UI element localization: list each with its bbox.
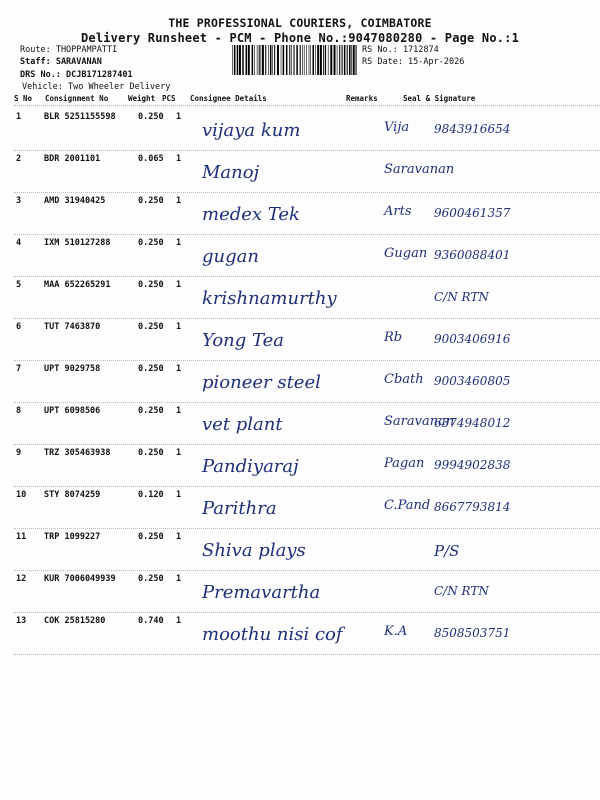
weight-value: 0.250 — [138, 196, 164, 206]
phone-handwriting: 9003460805 — [434, 374, 511, 388]
staff-label: Staff: SARAVANAN — [20, 57, 102, 67]
barcode-bar — [262, 45, 264, 75]
barcode-bar — [347, 45, 348, 75]
barcode-bar — [234, 45, 236, 75]
barcode-bar — [300, 45, 301, 75]
vehicle-label: Vehicle: Two Wheeler Delivery — [22, 82, 171, 92]
consignee-handwriting: gugan — [202, 246, 259, 267]
barcode-bar — [277, 45, 279, 75]
barcode-bar — [315, 45, 316, 75]
barcode-bar — [283, 45, 285, 75]
serial-number: 10 — [16, 490, 27, 500]
rs-number: RS No.: 1712874 — [362, 45, 439, 55]
table-row — [14, 570, 600, 613]
consignee-handwriting: Shiva plays — [202, 540, 306, 561]
pieces-count: 1 — [176, 616, 182, 626]
pieces-count: 1 — [176, 490, 182, 500]
phone-handwriting: 8667793814 — [434, 500, 511, 514]
barcode-bar — [328, 45, 329, 75]
barcode-bar — [281, 45, 282, 75]
barcode-bar — [289, 45, 290, 75]
barcode-bar — [296, 45, 298, 75]
barcode-bar — [337, 45, 338, 75]
barcode-bar — [242, 45, 244, 75]
pieces-count: 1 — [176, 280, 182, 290]
consignment-number: UPT 9029758 — [44, 364, 101, 374]
col-seal: Seal & Signature — [403, 94, 476, 103]
barcode-bar — [274, 45, 275, 75]
barcode-bar — [306, 45, 307, 75]
table-row — [14, 150, 600, 193]
barcode-bar — [309, 45, 310, 75]
consignment-number: UPT 6098506 — [44, 406, 101, 416]
barcode-bar — [351, 45, 352, 75]
weight-value: 0.065 — [138, 154, 164, 164]
consignee-handwriting: medex Tek — [202, 204, 300, 225]
barcode-bar — [353, 45, 355, 75]
consignment-number: AMD 31940425 — [44, 196, 106, 206]
barcode-bar — [268, 45, 269, 75]
weight-value: 0.250 — [138, 574, 164, 584]
barcode-bar — [302, 45, 303, 75]
consignee-handwriting: vijaya kum — [202, 120, 301, 141]
phone-handwriting: C/N RTN — [434, 290, 489, 304]
barcode-bar — [232, 45, 233, 75]
serial-number: 9 — [16, 448, 22, 458]
barcode-bar — [246, 45, 248, 75]
serial-number: 11 — [16, 532, 27, 542]
signature: Saravanan — [384, 162, 455, 177]
company-title: THE PROFESSIONAL COURIERS, COIMBATORE — [168, 16, 432, 30]
barcode-bar — [313, 45, 315, 75]
consignee-handwriting: Parithra — [202, 498, 277, 519]
pieces-count: 1 — [176, 112, 182, 122]
signature: Saravanan — [384, 414, 455, 429]
barcode-bar — [334, 45, 336, 75]
serial-number: 3 — [16, 196, 22, 206]
barcode-bar — [325, 45, 326, 75]
table-row — [14, 444, 600, 487]
signature: Pagan — [384, 456, 425, 471]
signature: K.A — [384, 624, 408, 639]
pieces-count: 1 — [176, 406, 182, 416]
barcode-bar — [320, 45, 322, 75]
barcode-bar — [342, 45, 343, 75]
consignee-handwriting: krishnamurthy — [202, 288, 337, 309]
weight-value: 0.250 — [138, 280, 164, 290]
col-sno: S No — [14, 94, 33, 103]
consignment-number: KUR 7006049939 — [44, 574, 116, 584]
col-weight: Weight — [128, 94, 156, 103]
col-pcs: PCS — [162, 94, 176, 103]
consignment-number: MAA 652265291 — [44, 280, 111, 290]
barcode-bar — [356, 45, 357, 75]
serial-number: 7 — [16, 364, 22, 374]
serial-number: 13 — [16, 616, 27, 626]
table-row — [14, 192, 600, 235]
col-remarks: Remarks — [346, 94, 378, 103]
phone-handwriting: 9003406916 — [434, 332, 511, 346]
barcode-bar — [270, 45, 272, 75]
barcode-bar — [239, 45, 241, 75]
pieces-count: 1 — [176, 364, 182, 374]
barcode-bar — [272, 45, 273, 75]
pieces-count: 1 — [176, 238, 182, 248]
signature: Vija — [384, 120, 410, 135]
table-row — [14, 318, 600, 361]
consignment-number: STY 8074259 — [44, 490, 101, 500]
serial-number: 8 — [16, 406, 22, 416]
signature: Arts — [384, 204, 412, 219]
weight-value: 0.740 — [138, 616, 164, 626]
pieces-count: 1 — [176, 532, 182, 542]
serial-number: 2 — [16, 154, 22, 164]
table-row — [14, 402, 600, 445]
consignee-handwriting: Yong Tea — [202, 330, 284, 351]
consignment-number: TUT 7463870 — [44, 322, 101, 332]
weight-value: 0.250 — [138, 406, 164, 416]
consignment-number: BLR 5251155598 — [44, 112, 116, 122]
barcode-bar — [344, 45, 346, 75]
serial-number: 12 — [16, 574, 27, 584]
col-consignee: Consignee Details — [190, 94, 267, 103]
pieces-count: 1 — [176, 448, 182, 458]
weight-value: 0.120 — [138, 490, 164, 500]
weight-value: 0.250 — [138, 364, 164, 374]
weight-value: 0.250 — [138, 448, 164, 458]
barcode-bar — [323, 45, 324, 75]
barcode-bar — [349, 45, 351, 75]
barcode-bar — [291, 45, 292, 75]
barcode-bar — [237, 45, 239, 75]
pieces-count: 1 — [176, 322, 182, 332]
consignment-number: BDR 2001101 — [44, 154, 101, 164]
signature: Cbath — [384, 372, 424, 387]
barcode-bar — [259, 45, 260, 75]
signature: Rb — [384, 330, 403, 345]
col-consignment: Consignment No — [45, 94, 109, 103]
consignment-number: IXM 510127288 — [44, 238, 111, 248]
drs-label: DRS No.: DCJB171287401 — [20, 70, 133, 80]
phone-handwriting: 6374948012 — [434, 416, 511, 430]
barcode-bar — [265, 45, 266, 75]
consignment-number: TRP 1099227 — [44, 532, 101, 542]
table-row — [14, 528, 600, 571]
phone-handwriting: 9994902838 — [434, 458, 511, 472]
consignee-handwriting: Pandiyaraj — [202, 456, 299, 477]
route-label: Route: THOPPAMPATTI — [20, 45, 118, 55]
barcode-bar — [304, 45, 305, 75]
serial-number: 1 — [16, 112, 22, 122]
rs-date: RS Date: 15-Apr-2026 — [362, 57, 465, 67]
phone-handwriting: C/N RTN — [434, 584, 489, 598]
table-row — [14, 612, 600, 655]
consignment-number: TRZ 305463938 — [44, 448, 111, 458]
barcode-bar — [257, 45, 258, 75]
barcode-bar — [254, 45, 255, 75]
consignee-handwriting: moothu nisi cof — [202, 624, 343, 645]
runsheet-subtitle: Delivery Runsheet - PCM - Phone No.:9047080280 - Page No.:1 — [80, 31, 520, 45]
consignee-handwriting: Manoj — [202, 162, 260, 183]
phone-handwriting: 9600461357 — [434, 206, 511, 220]
barcode-bar — [286, 45, 288, 75]
header-divider — [14, 105, 600, 106]
phone-handwriting: 8508503751 — [434, 626, 511, 640]
consignee-handwriting: pioneer steel — [202, 372, 321, 393]
serial-number: 6 — [16, 322, 22, 332]
weight-value: 0.250 — [138, 112, 164, 122]
weight-value: 0.250 — [138, 322, 164, 332]
barcode-bar — [261, 45, 262, 75]
barcode-bar — [248, 45, 250, 75]
pieces-count: 1 — [176, 196, 182, 206]
table-row — [14, 486, 600, 529]
signature: C.Pand — [384, 498, 431, 513]
pieces-count: 1 — [176, 574, 182, 584]
barcode-bar — [294, 45, 295, 75]
table-row — [14, 234, 600, 277]
barcode-bar — [310, 45, 311, 75]
consignee-handwriting: vet plant — [202, 414, 283, 435]
signature: Gugan — [384, 246, 428, 261]
consignee-handwriting: Premavartha — [202, 582, 321, 603]
pieces-count: 1 — [176, 154, 182, 164]
phone-handwriting: 9843916654 — [434, 122, 511, 136]
barcode-bar — [339, 45, 340, 75]
phone-handwriting: P/S — [434, 542, 460, 560]
barcode — [232, 45, 358, 75]
consignment-number: COK 25815280 — [44, 616, 106, 626]
table-row — [14, 108, 600, 151]
barcode-bar — [252, 45, 254, 75]
weight-value: 0.250 — [138, 532, 164, 542]
serial-number: 4 — [16, 238, 22, 248]
barcode-bar — [317, 45, 319, 75]
phone-handwriting: 9360088401 — [434, 248, 511, 262]
table-row — [14, 276, 600, 319]
serial-number: 5 — [16, 280, 22, 290]
barcode-bar — [330, 45, 332, 75]
table-row — [14, 360, 600, 403]
weight-value: 0.250 — [138, 238, 164, 248]
